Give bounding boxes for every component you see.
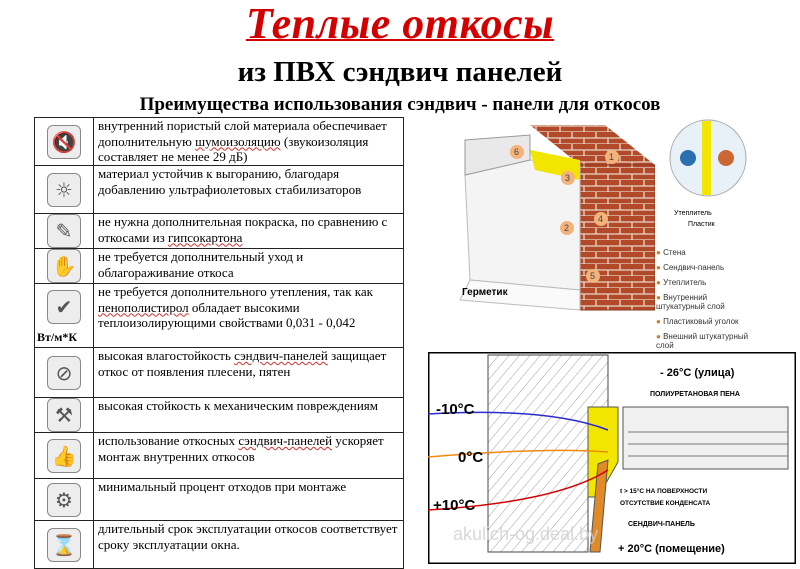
foam-label: ПОЛИУРЕТАНОВАЯ ПЕНА [650,391,740,398]
page-title: Теплые откосы [245,0,555,48]
hand-care-icon: ✋ [47,249,81,283]
table-row [35,433,404,479]
svg-text:Утеплитель: Утеплитель [674,210,712,217]
sealant-label: Герметик [462,287,508,298]
temp-label: +10°C [433,497,476,514]
hammer-icon: ⚒ [47,398,81,432]
advantage-text: высокая стойкость к механическим повреждениям [94,398,404,433]
svg-text:6: 6 [514,147,520,157]
table-row [35,398,404,433]
sun-icon: ☼ [47,173,81,207]
advantage-text: высокая влагостойкость сэндвич-панелей защищает откос от появления плесени, пятен [94,348,404,398]
page-subtitle: из ПВХ сэндвич панелей [237,56,563,88]
table-row [35,348,404,398]
svg-text:3: 3 [565,173,571,183]
window-section [623,407,788,469]
advantage-text: не требуется дополнительного утепления, так как пенополистирол обладает высокими теплоизолирующими свойствами 0,031 - 0,042 [94,284,404,348]
svg-text:Пластик: Пластик [688,221,715,228]
temp-label: 0°C [458,449,484,466]
tools-icon: ⚙ [47,483,81,517]
legend-item: ● Внешний штукатурный слой [656,332,749,350]
hourglass-icon: ⌛ [47,528,81,562]
advantage-text: длительный срок эксплуатации откосов соответствует сроку эксплуатации окна. [94,521,404,569]
advantages-table [34,117,404,569]
advantage-text: материал устойчив к выгоранию, благодаря добавлению ультрафиолетовых стабилизаторов [94,166,404,214]
checkmark-icon: ✔ [47,290,81,324]
advantage-text: не нужна дополнительная покраска, по сравнению с откосами из гипсокартона [94,214,404,249]
table-row [35,284,404,348]
legend-item: ● Пластиковый уголок [656,317,739,326]
table-row [35,249,404,284]
advantage-text: внутренний пористый слой материала обеспечивает дополнительную шумоизоляцию (звукоизоляция составляет не менее 29 дБ) [94,118,404,166]
svg-text:4: 4 [598,214,604,224]
paint-roller-icon: ✎ [47,214,81,248]
wall-slope-illustration [440,120,655,320]
inside-temp: + 20°С (помещение) [618,543,725,555]
section-heading: Преимущества использования сэндвич - панели для откосов [139,94,661,115]
advantage-text: использование откосных сэндвич-панелей ускоряет монтаж внутренних откосов [94,433,404,479]
watermark: akulich-og.deal.by [453,524,599,544]
svg-text:2: 2 [564,223,570,233]
table-row [35,166,404,214]
advantage-text: минимальный процент отходов при монтаже [94,479,404,521]
thumbs-up-icon: 👍 [47,439,81,473]
condensate-note: ОТСУТСТВИЕ КОНДЕНСАТА [620,500,711,507]
thermal-diagram [428,352,796,564]
svg-text:1: 1 [609,152,615,162]
svg-text:5: 5 [590,271,596,281]
advantage-text: не требуется дополнительный уход и облагораживание откоса [94,249,404,284]
no-mold-icon: ⊘ [47,356,81,390]
panel-label: СЕНДВИЧ-ПАНЕЛЬ [628,521,695,528]
unit-label: Вт/м*К [37,330,78,344]
table-row [35,479,404,521]
legend-item: ● Сендвич-панель [656,263,725,272]
cross-section-detail [668,118,754,238]
table-row [35,118,404,166]
surface-note: t > 15°С НА ПОВЕРХНОСТИ [620,488,708,495]
temp-label: -10°C [436,401,475,418]
table-row [35,214,404,249]
legend-item: ● Внутренний штукатурный слой [656,293,725,311]
soundproof-icon: 🔇 [47,125,81,159]
brick-wall-front [580,165,655,310]
legend-item: ● Стена [656,248,686,257]
illustration-legend [656,248,756,350]
legend-item: ● Утеплитель [656,278,707,287]
outside-temp: - 26°С (улица) [660,367,735,379]
table-row [35,521,404,569]
